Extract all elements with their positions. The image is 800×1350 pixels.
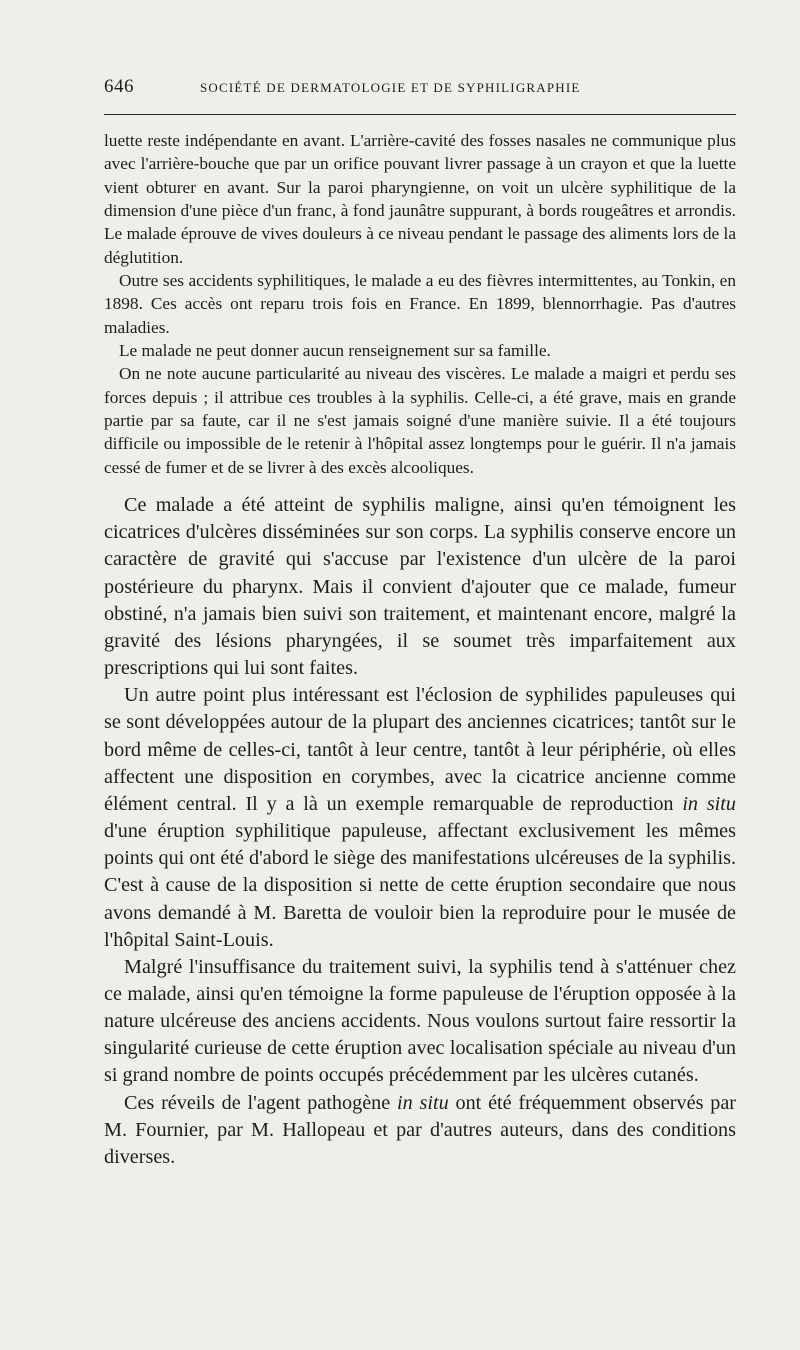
header-rule: [104, 114, 736, 115]
paragraph-text: Ces réveils de l'agent pathogène: [124, 1091, 398, 1114]
case-paragraph-2: Outre ses accidents syphilitiques, le malade a eu des fièvres intermittentes, au Tonkin, en 1898. Ces accès ont reparu trois fois en France. En 1899, blennorrhagie. Pas d'autres maladies.: [104, 271, 736, 337]
case-paragraph-1: luette reste indépendante en avant. L'arrière-cavité des fosses nasales ne communique plus avec l'arrière-bouche que par un orifice pouvant livrer passage à un crayon et que la luette vient obturer en avant. Sur la paroi pharyngienne, on voit un ulcère syphilitique de la dimension d'une pièce d'un franc, à fond jaunâtre suppurant, à bords rougeâtres et arrondis. Le malade éprouve de vives douleurs à ce niveau pendant le passage des aliments lors de la déglutition.: [104, 131, 736, 267]
page-header: [104, 76, 736, 104]
page-body: [104, 129, 736, 1171]
case-paragraph-3: Le malade ne peut donner aucun renseignement sur sa famille.: [119, 341, 551, 361]
case-paragraph-4: On ne note aucune particularité au niveau des viscères. Le malade a maigri et perdu ses forces depuis ; il attribue ces troubles à la syphilis. Celle-ci, a été grave, mais en grande partie par sa faute, car il ne s'est jamais soigné d'une manière suivie. Il a été toujours difficile ou impossible de le retenir à l'hôpital assez longtemps pour le guérir. Il n'a jamais cessé de fumer et de se livrer à des excès alcooliques.: [104, 364, 736, 477]
paragraph-text: d'une éruption syphilitique papuleuse, affectant exclusivement les mêmes points qui ont été d'abord le siège des manifestations ulcéreuses de la syphilis. C'est à cause de la disposition si nette de cette éruption secondaire que nous avons demandé à M. Baretta de vouloir bien la reproduire pour le musée de l'hôpital Saint-Louis.: [104, 820, 736, 951]
case-report-section: [104, 129, 736, 479]
commentary-paragraph-4: [104, 1090, 736, 1171]
italic-term: in situ: [397, 1091, 449, 1114]
page-number: 646: [104, 76, 134, 97]
commentary-paragraph-1: Ce malade a été atteint de syphilis maligne, ainsi qu'en témoignent les cicatrices d'ulcères disséminées sur son corps. La syphilis conserve encore un caractère de gravité qui s'accuse par l'existence d'un ulcère de la paroi postérieure du pharynx. Mais il convient d'ajouter que ce malade, fumeur obstiné, n'a jamais bien suivi son traitement, et maintenant encore, malgré la gravité des lésions pharyngées, il se soumet très imparfaitement aux prescriptions qui lui sont faites.: [104, 494, 736, 680]
running-title: SOCIÉTÉ DE DERMATOLOGIE ET DE SYPHILIGRAPHIE: [200, 80, 581, 95]
commentary-section: [104, 492, 736, 1171]
italic-term: in situ: [682, 792, 736, 815]
paragraph-text: ont été fréquemment observés par M. Fournier, par M. Hallopeau et par d'autres auteurs, dans des conditions diverses.: [104, 1091, 736, 1168]
paragraph-text: Un autre point plus intéressant est l'éclosion de syphilides papuleuses qui se sont développées autour de la plupart des anciennes cicatrices; tantôt sur le bord même de celles-ci, tantôt à leur centre, tantôt à leur périphérie, où elles affectent une disposition en corymbes, avec la cicatrice ancienne comme élément central. Il y a là un exemple remarquable de reproduction: [104, 684, 736, 815]
commentary-paragraph-2: [104, 682, 736, 954]
commentary-paragraph-3: Malgré l'insuffisance du traitement suivi, la syphilis tend à s'atténuer chez ce malade, ainsi qu'en témoigne la forme papuleuse de l'éruption opposée à la nature ulcéreuse des anciens accidents. Nous voulons surtout faire ressortir la singularité curieuse de cette éruption avec localisation spéciale au niveau d'un si grand nombre de points occupés précédemment par les ulcères cutanés.: [104, 955, 736, 1087]
